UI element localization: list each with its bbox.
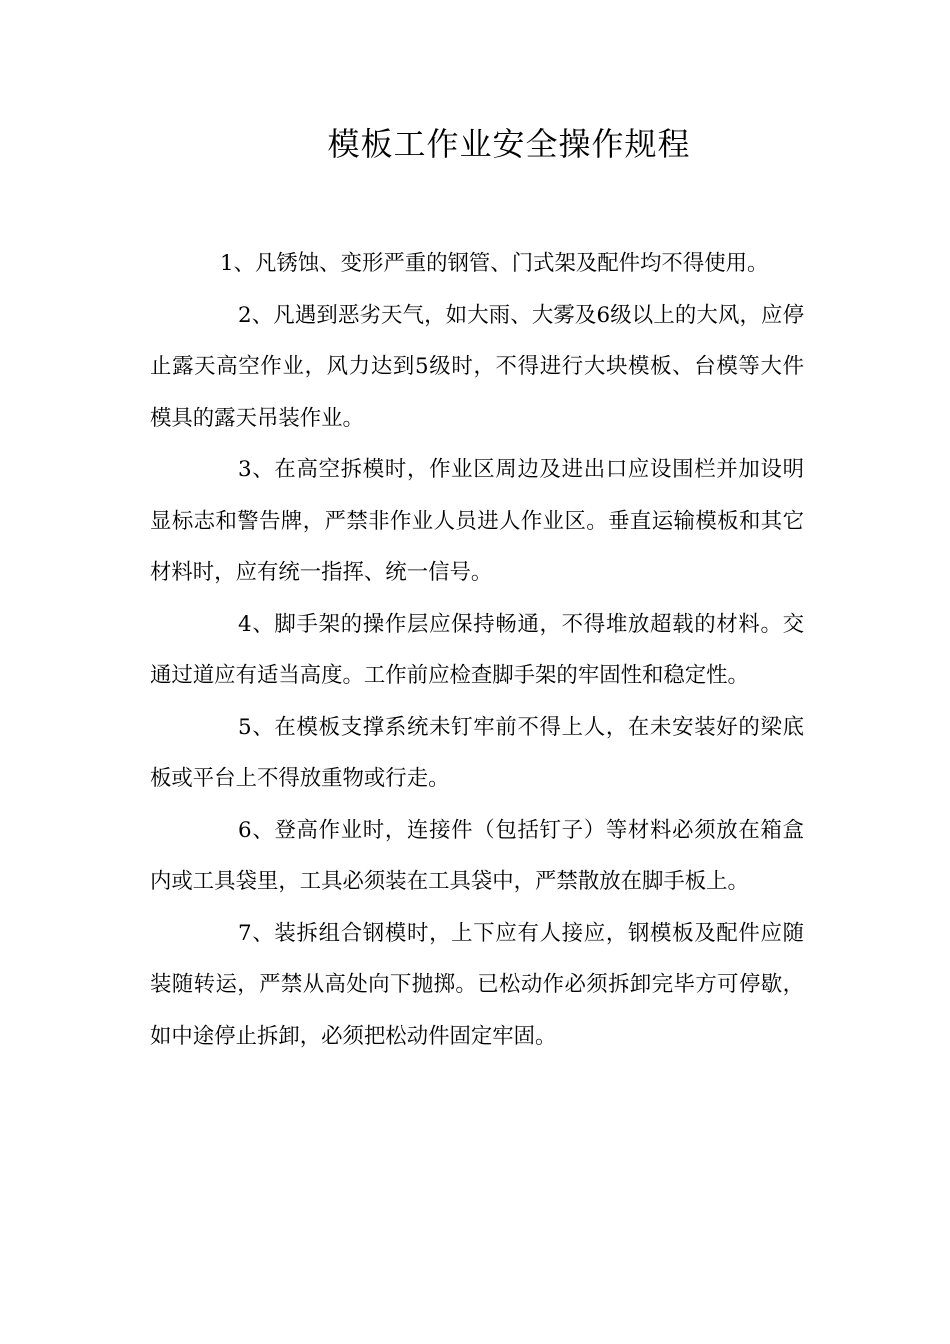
paragraph-5: 5、在模板支撑系统未钉牢前不得上人，在未安装好的梁底板或平台上不得放重物或行走。 — [150, 714, 804, 791]
paragraph-7: 7、装拆组合钢模时，上下应有人接应，钢模板及配件应随装随转运，严禁从高处向下抛掷。已松动作必须拆卸完毕方可停歇，如中途停止拆卸，必须把松动件固定牢固。 — [150, 920, 804, 1049]
document-body — [150, 238, 804, 1062]
paragraph-4: 4、脚手架的操作层应保持畅通，不得堆放超载的材料。交通过道应有适当高度。工作前应检查脚手架的牢固性和稳定性。 — [150, 611, 804, 688]
paragraph-1: 1、凡锈蚀、变形严重的钢管、门式架及配件均不得使用。 — [220, 251, 769, 276]
document-title: 模板工作业安全操作规程 — [327, 125, 691, 163]
paragraph-6: 6、登高作业时，连接件（包括钉子）等材料必须放在箱盒内或工具袋里，工具必须装在工具袋中，严禁散放在脚手板上。 — [150, 817, 804, 894]
paragraph-2: 2、凡遇到恶劣天气，如大雨、大雾及6级以上的大风，应停止露天高空作业，风力达到5级时，不得进行大块模板、台模等大件模具的露天吊装作业。 — [150, 302, 804, 431]
paragraph-3: 3、在高空拆模时，作业区周边及进出口应设围栏并加设明显标志和警告牌，严禁非作业人员进人作业区。垂直运输模板和其它材料时，应有统一指挥、统一信号。 — [150, 457, 804, 585]
